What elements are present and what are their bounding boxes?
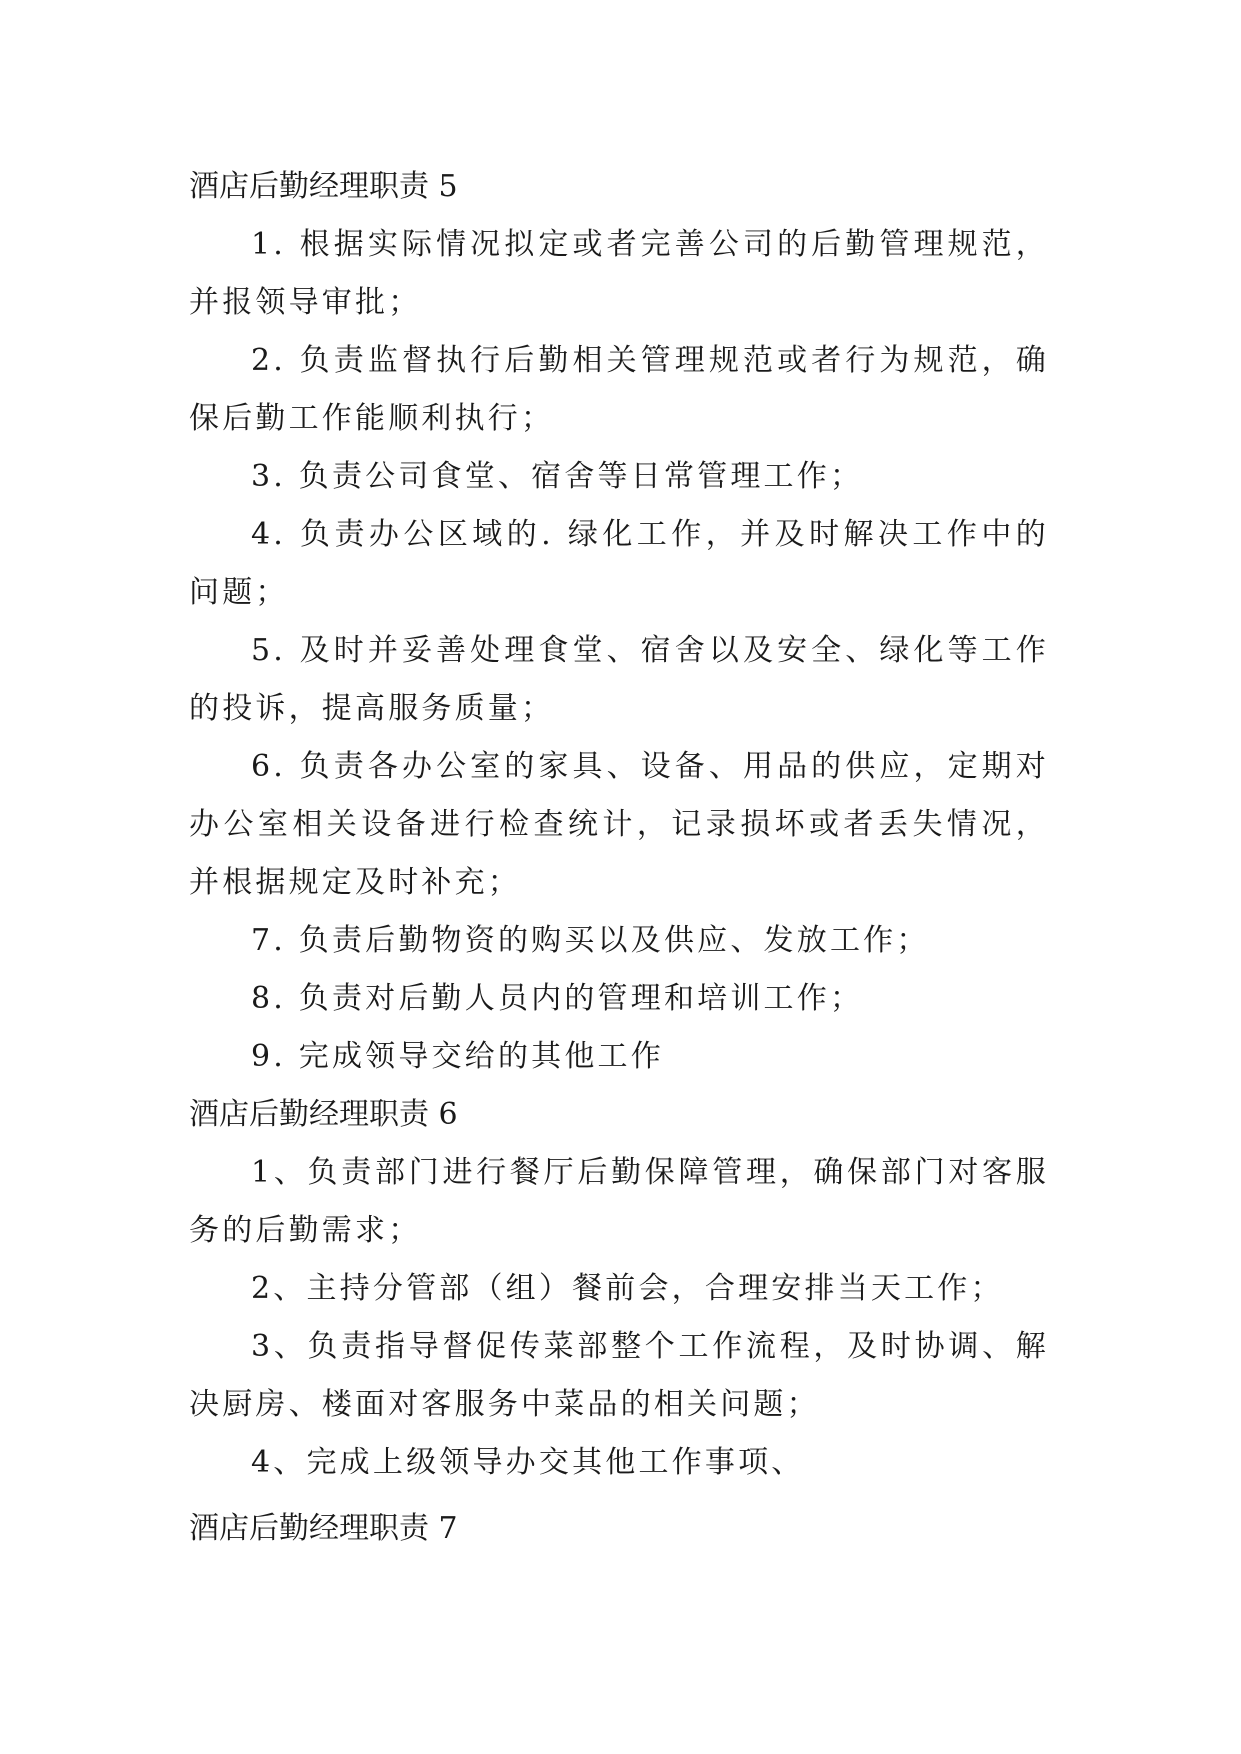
section-title-7: 酒店后勤经理职责 7 xyxy=(189,1511,458,1546)
list-item: 2. 负责监督执行后勤相关管理规范或者行为规范，确保后勤工作能顺利执行； xyxy=(189,343,1049,436)
list-item: 3. 负责公司食堂、宿舍等日常管理工作； xyxy=(251,459,864,494)
section-title-5: 酒店后勤经理职责 5 xyxy=(189,169,458,204)
list-item: 8. 负责对后勤人员内的管理和培训工作； xyxy=(251,981,864,1016)
document-body xyxy=(189,158,1049,1558)
list-item: 6. 负责各办公室的家具、设备、用品的供应，定期对办公室相关设备进行检查统计，记录损坏或者丢失情况，并根据规定及时补充； xyxy=(189,749,1049,900)
section-title-6: 酒店后勤经理职责 6 xyxy=(189,1097,458,1132)
list-item: 4、完成上级领导办交其他工作事项、 xyxy=(251,1445,805,1480)
list-item: 3、负责指导督促传菜部整个工作流程，及时协调、解决厨房、楼面对客服务中菜品的相关问题； xyxy=(189,1329,1049,1422)
list-item: 4. 负责办公区域的. 绿化工作，并及时解决工作中的问题； xyxy=(189,517,1049,610)
list-item: 5. 及时并妥善处理食堂、宿舍以及安全、绿化等工作的投诉，提高服务质量； xyxy=(189,633,1049,726)
list-item: 7. 负责后勤物资的购买以及供应、发放工作； xyxy=(251,923,930,958)
list-item: 1. 根据实际情况拟定或者完善公司的后勤管理规范，并报领导审批； xyxy=(189,227,1049,320)
list-item: 9. 完成领导交给的其他工作 xyxy=(251,1039,664,1074)
list-item: 1、负责部门进行餐厅后勤保障管理，确保部门对客服务的后勤需求； xyxy=(189,1155,1049,1248)
list-item: 2、主持分管部（组）餐前会，合理安排当天工作； xyxy=(251,1271,1004,1306)
